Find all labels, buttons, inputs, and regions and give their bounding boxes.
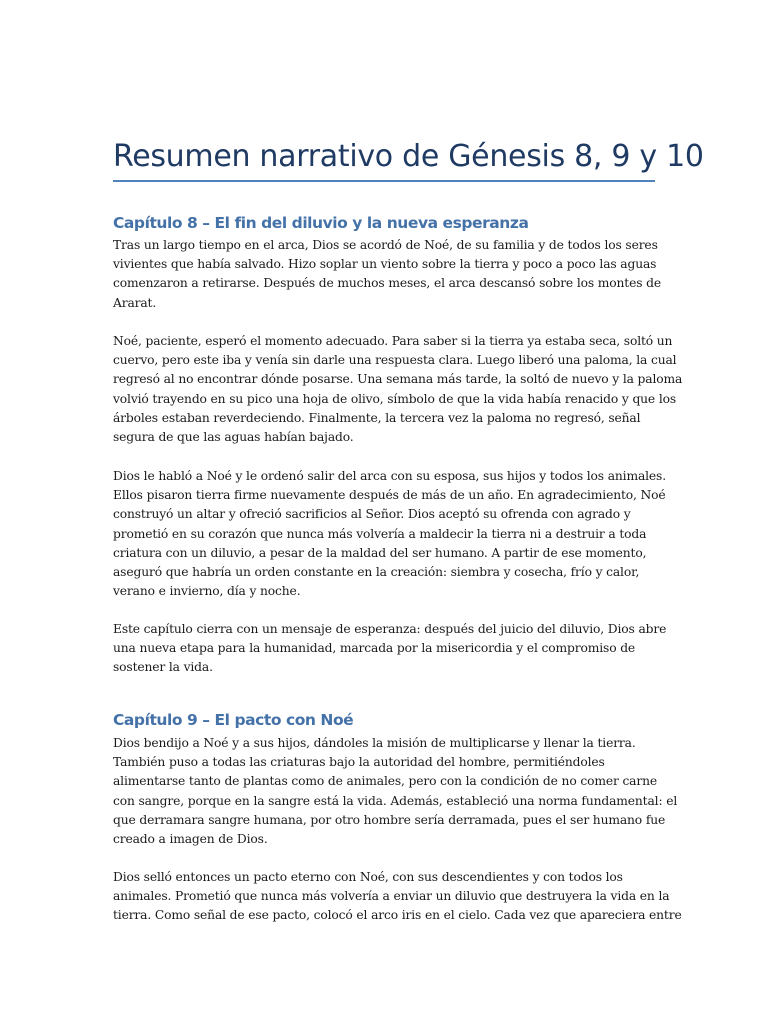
text-line: Dios le habló a Noé y le ordenó salir del arca con su esposa, sus hijos y todos los animales. [113,469,666,483]
paragraph [113,332,683,447]
text-line: creado a imagen de Dios. [113,832,268,847]
title-underline [113,180,655,182]
text-line: También puso a todas las criaturas bajo la autoridad del hombre, permitiéndoles [113,755,605,770]
text-line: Tras un largo tiempo en el arca, Dios se acordó de Noé, de su familia y de todos los seres [113,238,658,252]
paragraph [113,734,678,849]
paragraph [113,868,682,926]
text-line: árboles estaban reverdeciendo. Finalmente, la tercera vez la paloma no regresó, señal [113,410,641,425]
paragraph [113,467,666,601]
text-line: verano e invierno, día y noche. [113,584,301,599]
text-line: aseguró que habría un orden constante en la creación: siembra y cosecha, frío y calor, [113,565,640,580]
text-line: con sangre, porque en la sangre está la vida. Además, estableció una norma fundamental: el [113,793,678,808]
section-heading-chapter-9: Capítulo 9 – El pacto con Noé [113,711,354,729]
text-line: cuervo, pero este iba y venía sin darle una respuesta clara. Luego liberó una paloma, la cual [113,353,677,368]
text-line: Dios selló entonces un pacto eterno con Noé, con sus descendientes y con todos los [113,870,623,884]
text-line: prometió en su corazón que nunca más volvería a maldecir la tierra ni a destruir a toda [113,526,647,541]
text-line: animales. Prometió que nunca más volvería a enviar un diluvio que destruyera la vida en la [113,889,670,904]
text-line: Este capítulo cierra con un mensaje de esperanza: después del juicio del diluvio, Dios abre [113,622,667,636]
text-line: una nueva etapa para la humanidad, marcada por la misericordia y el compromiso de [113,641,636,656]
text-line: vivientes que había salvado. Hizo soplar un viento sobre la tierra y poco a poco las aguas [113,257,657,272]
text-line: Ararat. [113,295,157,310]
text-line: que derramara sangre humana, por otro hombre sería derramada, pues el ser humano fue [113,812,666,827]
text-line: Dios bendijo a Noé y a sus hijos, dándoles la misión de multiplicarse y llenar la tierra. [113,736,636,750]
paragraph [113,620,667,678]
text-line: alimentarse tanto de plantas como de animales, pero con la condición de no comer carne [113,774,657,789]
text-line: Noé, paciente, esperó el momento adecuado. Para saber si la tierra ya estaba seca, soltó un [113,334,673,348]
text-line: volvió trayendo en su pico una hoja de olivo, símbolo de que la vida había renacido y que los [113,391,677,406]
document-title: Resumen narrativo de Génesis 8, 9 y 10 [113,139,704,174]
text-line: sostener la vida. [113,660,213,675]
paragraph [113,236,661,313]
text-line: segura de que las aguas habían bajado. [113,430,354,445]
text-line: comenzaron a retirarse. Después de muchos meses, el arca descansó sobre los montes de [113,276,661,291]
text-line: regresó al no encontrar dónde posarse. Una semana más tarde, la soltó de nuevo y la paloma [113,372,683,387]
text-line: construyó un altar y ofreció sacrificios al Señor. Dios aceptó su ofrenda con agrado y [113,507,631,522]
text-line: criatura con un diluvio, a pesar de la maldad del ser humano. A partir de ese momento, [113,545,647,560]
text-line: tierra. Como señal de ese pacto, colocó el arco iris en el cielo. Cada vez que apareciera entre [113,908,682,923]
text-line: Ellos pisaron tierra firme nuevamente después de más de un año. En agradecimiento, Noé [113,488,666,503]
section-heading-chapter-8: Capítulo 8 – El fin del diluvio y la nueva esperanza [113,214,529,232]
